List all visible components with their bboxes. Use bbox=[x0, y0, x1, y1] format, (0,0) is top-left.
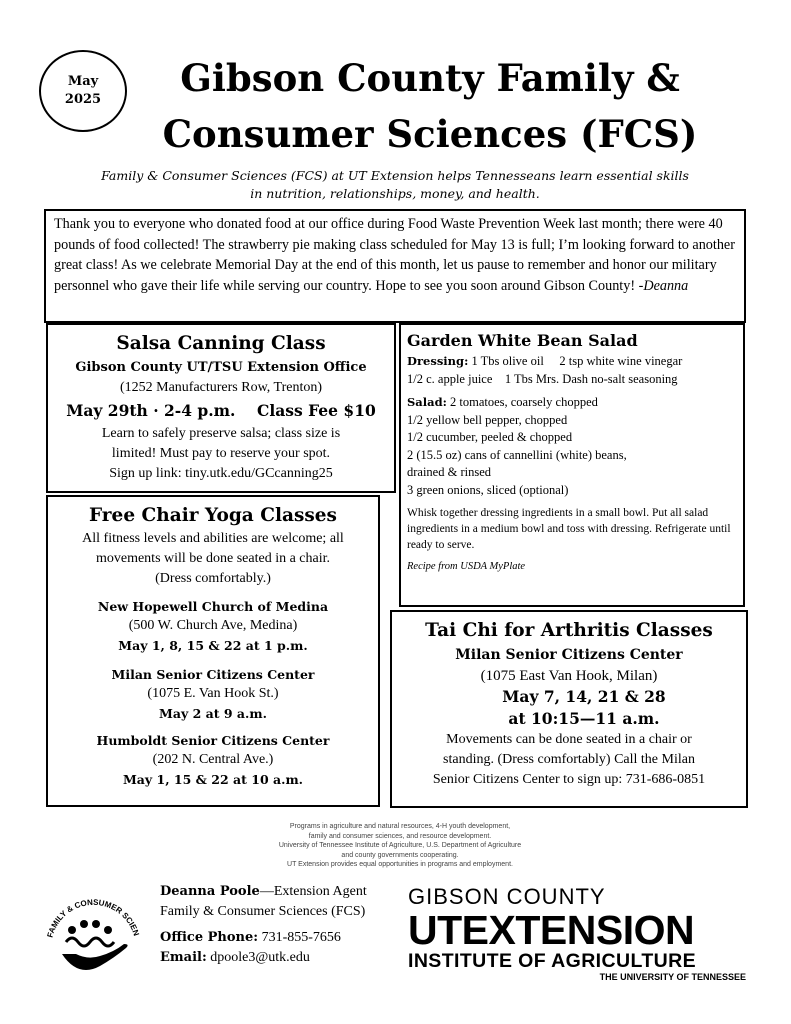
email-label: Email: bbox=[160, 950, 207, 965]
yoga-location-address: (202 N. Central Ave.) bbox=[152, 752, 274, 767]
extension-institute: INSTITUTE OF AGRICULTURE bbox=[408, 950, 696, 972]
salsa-venue: Gibson County UT/TSU Extension Office bbox=[75, 360, 367, 375]
salsa-address: (1252 Manufacturers Row, Trenton) bbox=[119, 380, 323, 395]
taichi-address: (1075 East Van Hook, Milan) bbox=[480, 668, 658, 684]
taichi-desc-1: Movements can be done seated in a chair or bbox=[446, 732, 692, 747]
salsa-datetime: May 29th · 2-4 p.m. bbox=[66, 401, 236, 420]
yoga-location-name: Milan Senior Citizens Center bbox=[111, 667, 315, 682]
yoga-location-when: May 1, 8, 15 & 22 at 1 p.m. bbox=[118, 638, 308, 653]
extension-word: EXTENSION bbox=[461, 907, 695, 953]
phone-label: Office Phone: bbox=[160, 930, 259, 945]
salsa-signup-link[interactable]: Sign up link: tiny.utk.edu/GCcanning25 bbox=[109, 466, 333, 481]
yoga-location-when: May 1, 15 & 22 at 10 a.m. bbox=[122, 772, 304, 787]
yoga-intro-1: All fitness levels and abilities are welcome; all bbox=[82, 531, 344, 546]
welcome-signature: -Deanna bbox=[638, 277, 689, 294]
yoga-intro-2: movements will be done seated in a chair. bbox=[95, 551, 331, 566]
salsa-desc-1: Learn to safely preserve salsa; class size is bbox=[101, 426, 341, 441]
salsa-datetime-row bbox=[48, 398, 394, 424]
ut-extension-logo bbox=[408, 885, 748, 983]
phone-row bbox=[160, 928, 420, 948]
agent-dept: Family & Consumer Sciences (FCS) bbox=[160, 904, 366, 919]
taichi-dates: May 7, 14, 21 & 28 bbox=[502, 687, 666, 706]
yoga-location-address: (1075 E. Van Hook St.) bbox=[147, 686, 279, 701]
yoga-location-name: Humboldt Senior Citizens Center bbox=[96, 733, 330, 748]
disclaimer-line: Programs in agriculture and natural resources, 4-H youth development, bbox=[289, 823, 511, 830]
badge-month: May bbox=[67, 74, 99, 89]
agent-name-row bbox=[160, 882, 420, 902]
welcome-message-box bbox=[44, 209, 746, 323]
email-address[interactable]: dpoole3@utk.edu bbox=[206, 950, 310, 965]
dressing-label: Dressing: bbox=[407, 354, 469, 368]
agent-role: —Extension Agent bbox=[259, 884, 367, 899]
disclaimer bbox=[225, 822, 575, 870]
recipe-credit: Recipe from USDA MyPlate bbox=[407, 561, 526, 572]
extension-ut: UT bbox=[408, 907, 462, 953]
salad-ingredient: 2 tomatoes, coarsely chopped bbox=[446, 395, 598, 409]
salad-ingredient: 1/2 yellow bell pepper, chopped bbox=[407, 412, 568, 427]
intro-text bbox=[60, 167, 730, 203]
page-title bbox=[120, 50, 740, 162]
intro-line-2: in nutrition, relationships, money, and health. bbox=[250, 186, 540, 201]
taichi-venue: Milan Senior Citizens Center bbox=[455, 647, 683, 663]
salsa-desc-2: limited! Must pay to reserve your spot. bbox=[111, 446, 331, 461]
salad-ingredient: 1/2 cucumber, peeled & chopped bbox=[407, 430, 573, 444]
yoga-location-when: May 2 at 9 a.m. bbox=[159, 706, 267, 721]
tai-chi-box bbox=[390, 610, 748, 808]
svg-text:FAMILY & CONSUMER SCIENCES: FAMILY & CONSUMER SCIEN bbox=[45, 897, 141, 939]
agent-contact bbox=[160, 882, 420, 968]
recipe-directions: Whisk together dressing ingredients in a small bowl. Put all salad ingredients in a medium bowl and toss with dressing. Refrigerate until ready to serve. bbox=[407, 507, 731, 551]
salsa-class-box bbox=[46, 323, 396, 493]
fcs-logo bbox=[38, 878, 148, 988]
salsa-fee: Class Fee $10 bbox=[257, 401, 376, 420]
dressing-line-1 bbox=[407, 353, 737, 371]
phone-number[interactable]: 731-855-7656 bbox=[258, 930, 341, 945]
family-hands-icon bbox=[38, 878, 148, 988]
salad-ingredient: drained & rinsed bbox=[407, 465, 492, 479]
extension-wordmark bbox=[408, 909, 748, 951]
yoga-location-address: (500 W. Church Ave, Medina) bbox=[128, 618, 298, 633]
salad-line bbox=[407, 394, 737, 412]
taichi-desc-3: Senior Citizens Center to sign up: 731-686-0851 bbox=[432, 772, 706, 787]
taichi-title: Tai Chi for Arthritis Classes bbox=[425, 620, 713, 641]
chair-yoga-box bbox=[46, 495, 380, 807]
recipe-box bbox=[399, 323, 745, 607]
disclaimer-line: family and consumer sciences, and resource development. bbox=[308, 832, 492, 840]
dressing-line-2: 1/2 c. apple juice 1 Tbs Mrs. Dash no-salt seasoning bbox=[407, 371, 678, 386]
email-row bbox=[160, 948, 420, 968]
dressing-text-1: 1 Tbs olive oil 2 tsp white wine vinegar bbox=[468, 354, 683, 368]
recipe-title: Garden White Bean Salad bbox=[407, 331, 638, 350]
title-line-1: Gibson County Family & bbox=[180, 56, 680, 100]
welcome-message bbox=[54, 214, 736, 296]
salad-ingredient: 3 green onions, sliced (optional) bbox=[407, 482, 569, 497]
date-badge bbox=[39, 50, 127, 132]
salad-ingredient: 2 (15.5 oz) cans of cannellini (white) beans, bbox=[407, 447, 627, 462]
disclaimer-line: and county governments cooperating. bbox=[341, 851, 459, 859]
welcome-text: Thank you to everyone who donated food at our office during Food Waste Prevention Week last month; there were 40 pounds of food collected! The strawberry pie making class scheduled for May 13 is full; I’m looking forward to another great class! As we celebrate Memorial Day at the end of this month, let us pause to remember and honor our military personnel who gave their life while serving our country. Hope to see you soon around Gibson County! bbox=[54, 216, 735, 294]
yoga-title: Free Chair Yoga Classes bbox=[89, 505, 337, 526]
agent-name: Deanna Poole bbox=[160, 884, 260, 899]
disclaimer-line: University of Tennessee Institute of Agriculture, U.S. Department of Agriculture bbox=[278, 842, 522, 849]
taichi-desc-2: standing. (Dress comfortably) Call the Milan bbox=[443, 752, 695, 767]
taichi-time: at 10:15—11 a.m. bbox=[508, 709, 660, 728]
title-line-2: Consumer Sciences (FCS) bbox=[162, 112, 698, 156]
yoga-location-name: New Hopewell Church of Medina bbox=[97, 599, 329, 614]
salad-label: Salad: bbox=[407, 395, 447, 409]
badge-year: 2025 bbox=[64, 92, 102, 107]
disclaimer-line: UT Extension provides equal opportunities in programs and employment. bbox=[287, 861, 513, 868]
extension-county: GIBSON COUNTY bbox=[408, 884, 606, 909]
extension-university: THE UNIVERSITY OF TENNESSEE bbox=[599, 972, 746, 982]
yoga-intro-3: (Dress comfortably.) bbox=[155, 571, 271, 586]
intro-line-1: Family & Consumer Sciences (FCS) at UT Extension helps Tennesseans learn essential skills bbox=[101, 168, 689, 183]
salsa-title: Salsa Canning Class bbox=[116, 333, 326, 354]
